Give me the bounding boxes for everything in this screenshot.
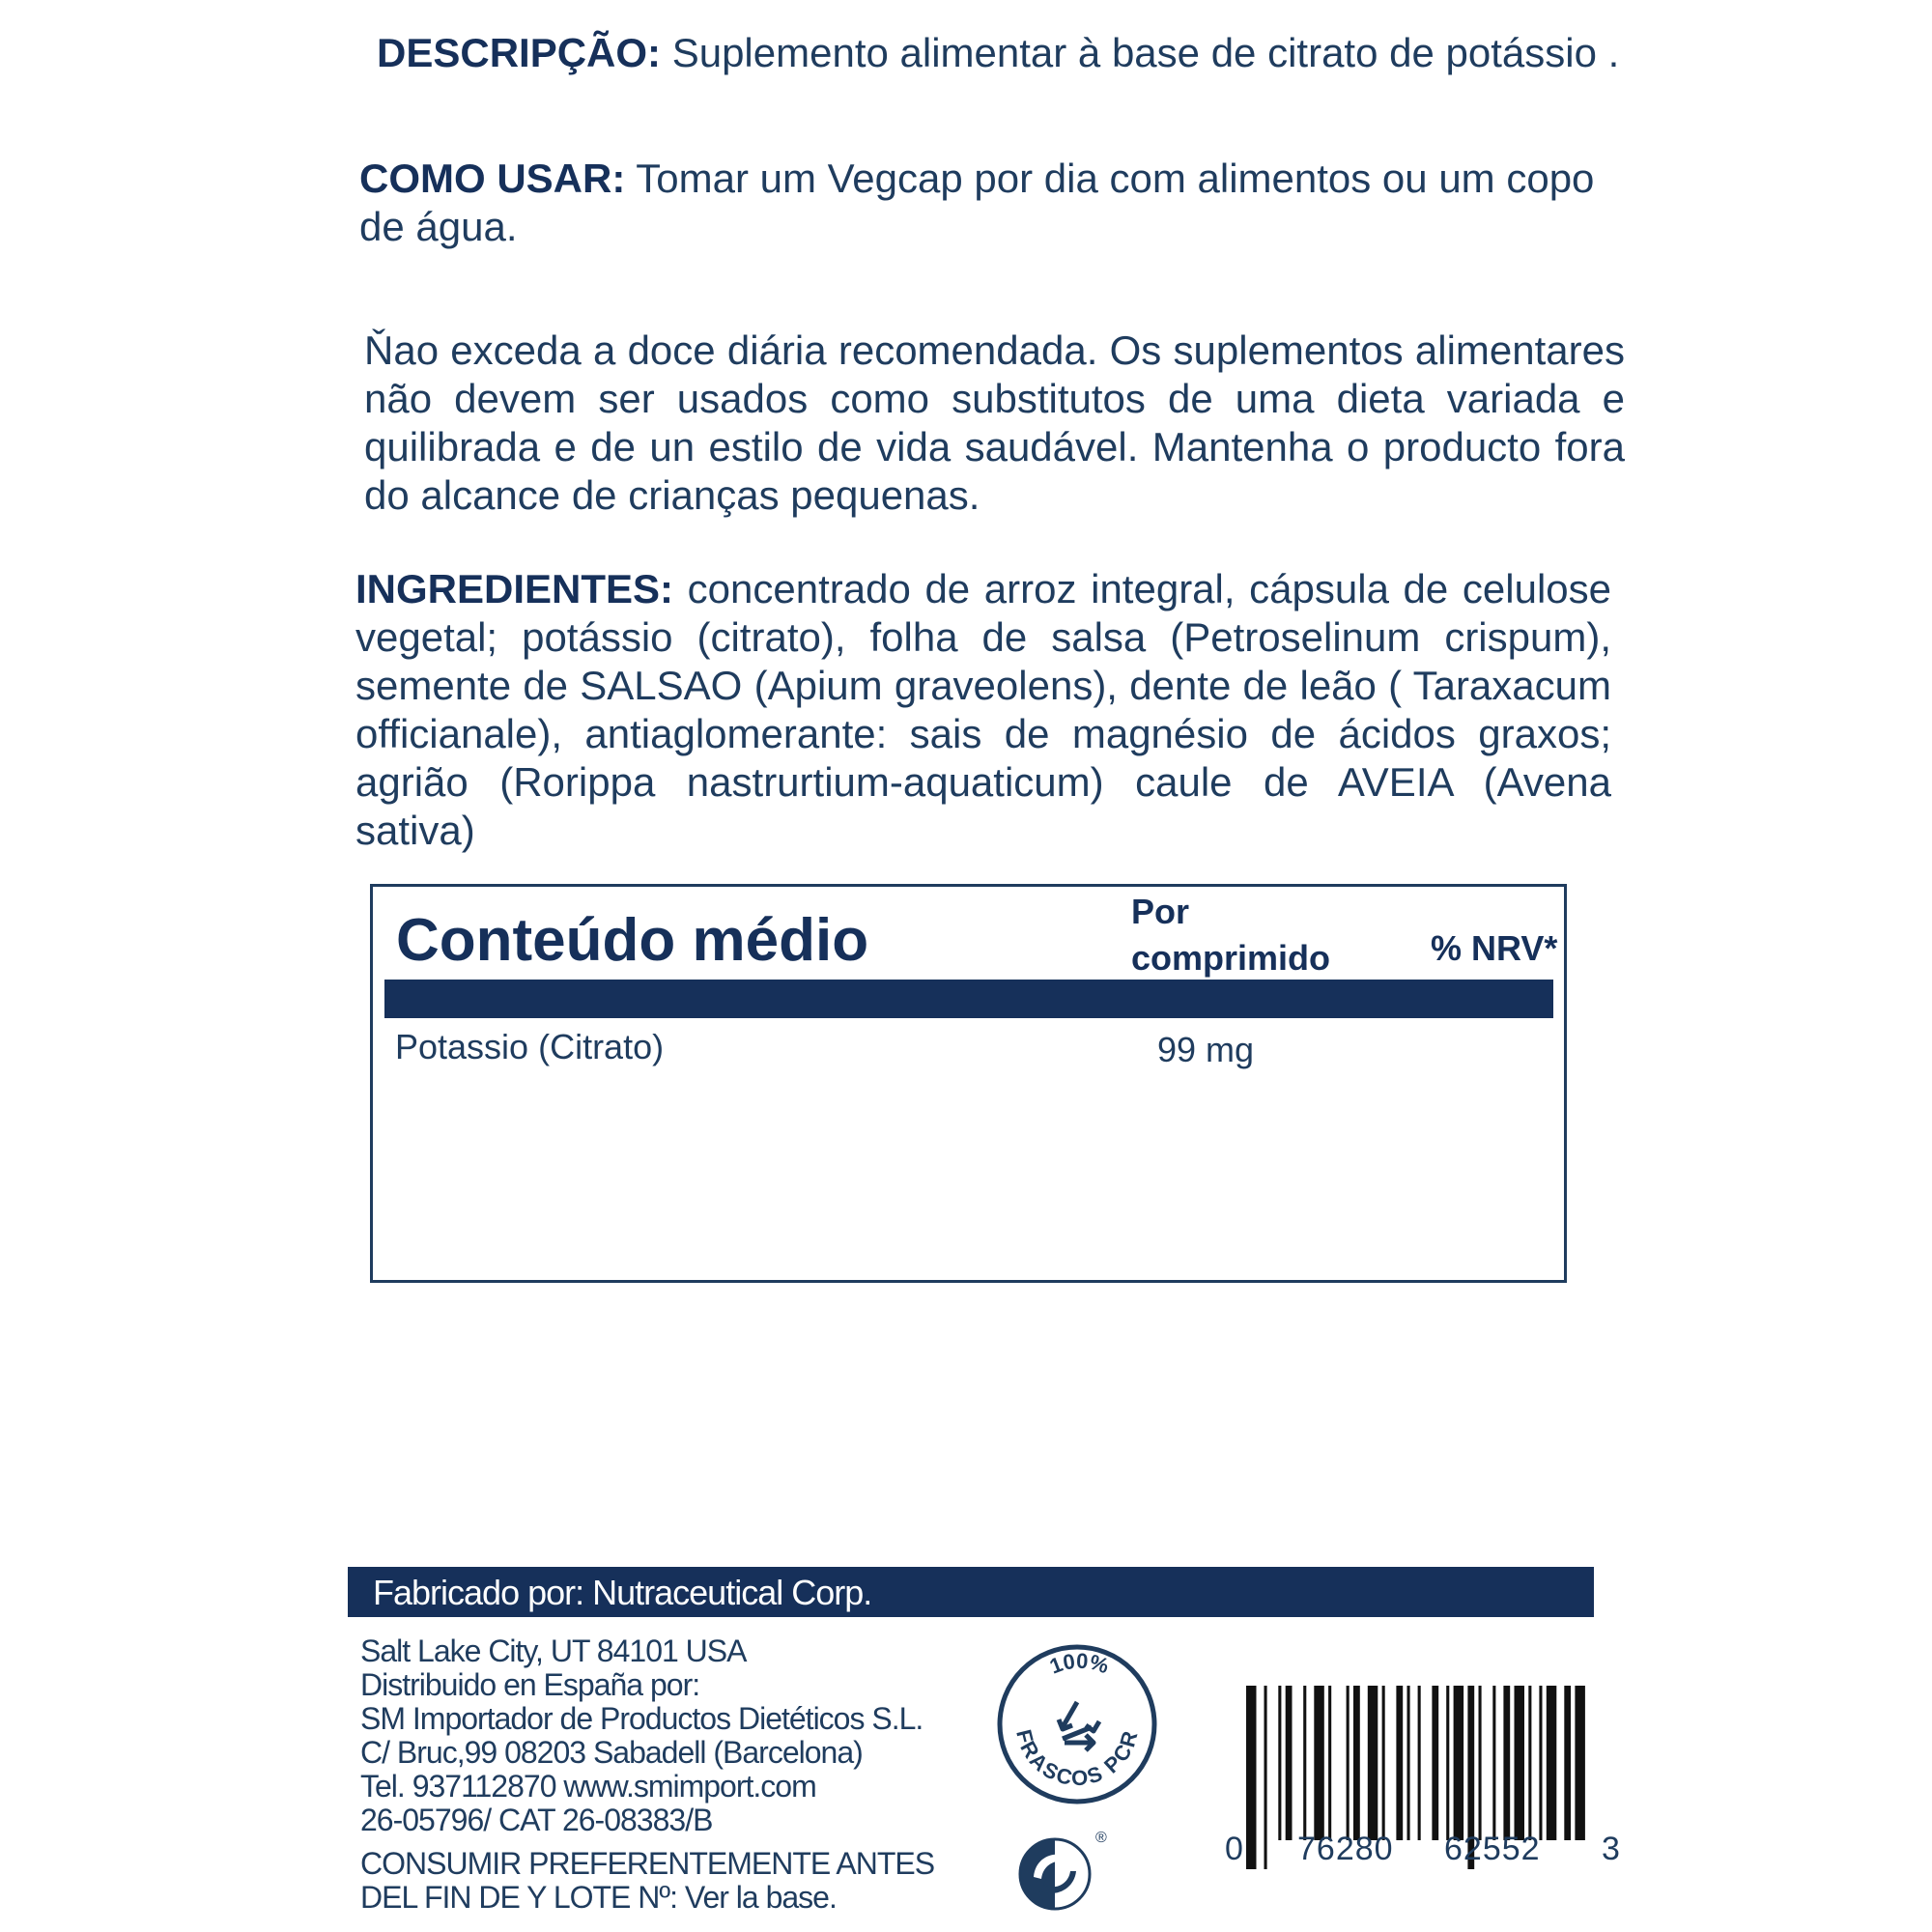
column-header-per-tablet: Por comprimido (1131, 892, 1331, 978)
barcode-bar (1575, 1686, 1585, 1840)
barcode-bar (1503, 1686, 1510, 1840)
barcode-group-1: 76280 (1297, 1831, 1394, 1867)
description-label: DESCRIPÇÃO: (377, 30, 662, 75)
ingredients-label: INGREDIENTES: (355, 566, 674, 611)
green-dot-icon (1014, 1821, 1111, 1918)
warning-text: Ňao exceda a doce diária recomendada. Os suplementos alimentares não devem ser usados como substitutos de uma dieta variada e quilibrada e de un estilo de vida saudável. Mantenha o producto fora do alcance de crianças pequenas. (364, 327, 1625, 518)
nutrient-name: Potassio (Citrato) (395, 1027, 665, 1066)
nutrition-title: Conteúdo médio (396, 907, 869, 974)
barcode-digit-right: 3 (1602, 1831, 1620, 1867)
seal-ring-text: FRASCOS PCR (1011, 1726, 1143, 1791)
barcode-bar (1328, 1686, 1331, 1840)
manufacturer-band (348, 1567, 1594, 1617)
barcode-bar (1432, 1686, 1438, 1840)
address-line: C/ Bruc,99 08203 Sabadell (Barcelona) (360, 1735, 863, 1770)
barcode-bar (1515, 1686, 1525, 1840)
barcode-bar (1368, 1686, 1378, 1840)
barcode-digit-left: 0 (1225, 1831, 1243, 1867)
barcode-bar (1539, 1686, 1542, 1840)
barcode-bar (1278, 1686, 1281, 1840)
best-before-notice (360, 1847, 934, 1915)
registered-mark: ® (1095, 1830, 1107, 1846)
barcode-bar (1418, 1686, 1421, 1840)
ingredients (355, 565, 1611, 855)
pcr-recycled-seal (995, 1642, 1159, 1806)
barcode-bar (1479, 1686, 1482, 1840)
barcode-bar (1382, 1686, 1385, 1840)
address-line: SM Importador de Productos Dietéticos S.L. (360, 1701, 923, 1736)
barcode-bar (1314, 1686, 1324, 1840)
barcode-bar (1286, 1686, 1293, 1840)
barcode-bar (1264, 1686, 1267, 1869)
svg-text:100% (1046, 1649, 1112, 1679)
barcode-bar (1347, 1686, 1350, 1840)
barcode-bar (1353, 1686, 1360, 1840)
barcode-bar (1407, 1686, 1410, 1840)
usage-label: COMO USAR: (359, 156, 626, 201)
manufacturer-text: Fabricado por: Nutraceutical Corp. (373, 1573, 872, 1612)
barcode-bar (1564, 1686, 1571, 1840)
table-header-bar (384, 980, 1553, 1018)
distributor-address (360, 1634, 923, 1837)
usage-text: Tomar um Vegcap por dia com alimentos ou um copo de água. (359, 156, 1595, 249)
address-line: Salt Lake City, UT 84101 USA (360, 1634, 747, 1668)
description-text: Suplemento alimentar à base de citrato de potássio . (661, 30, 1620, 75)
address-line: 26-05796/ CAT 26-08383/B (360, 1803, 713, 1837)
address-line: Distribuido en España por: (360, 1667, 700, 1702)
barcode-group-2: 62552 (1444, 1831, 1541, 1867)
address-line: Tel. 937112870 www.smimport.com (360, 1769, 816, 1804)
barcode-bar (1446, 1686, 1449, 1840)
nutrition-table (370, 884, 1567, 1283)
barcode-bar (1454, 1686, 1464, 1840)
seal-top-text: 100% (1046, 1648, 1113, 1679)
ingredients-text: concentrado de arroz integral, cápsula de celulose vegetal; potássio (citrato), folha de salsa (Petroselinum crispum), semente de SALSAO (Apium graveolens), dente de leão ( Taraxacum officianale), antiaglomerante: sais de magnésio de ácidos graxos; agrião (Rorippa nastrurtium-aquaticum) caule de AVEIA (Avena sativa) (355, 566, 1611, 853)
column-header-nrv: % NRV* (1431, 928, 1558, 968)
description (377, 29, 1642, 77)
best-before-line: CONSUMIR PREFERENTEMENTE ANTES (360, 1846, 935, 1881)
barcode-bar (1547, 1686, 1557, 1840)
best-before-line: DEL FIN DE Y LOTE Nº: Ver la base. (360, 1880, 837, 1915)
svg-text:FRASCOS PCR (1011, 1727, 1143, 1791)
barcode (1236, 1686, 1599, 1869)
usage-instructions (359, 155, 1615, 251)
barcode-bar (1303, 1686, 1306, 1840)
barcode-bar (1246, 1686, 1257, 1869)
barcode-bar (1528, 1686, 1531, 1840)
barcode-bar (1396, 1686, 1403, 1840)
nutrient-amount: 99 mg (1157, 1030, 1255, 1069)
recycle-icon (1048, 1702, 1106, 1760)
barcode-bar (1492, 1686, 1495, 1840)
